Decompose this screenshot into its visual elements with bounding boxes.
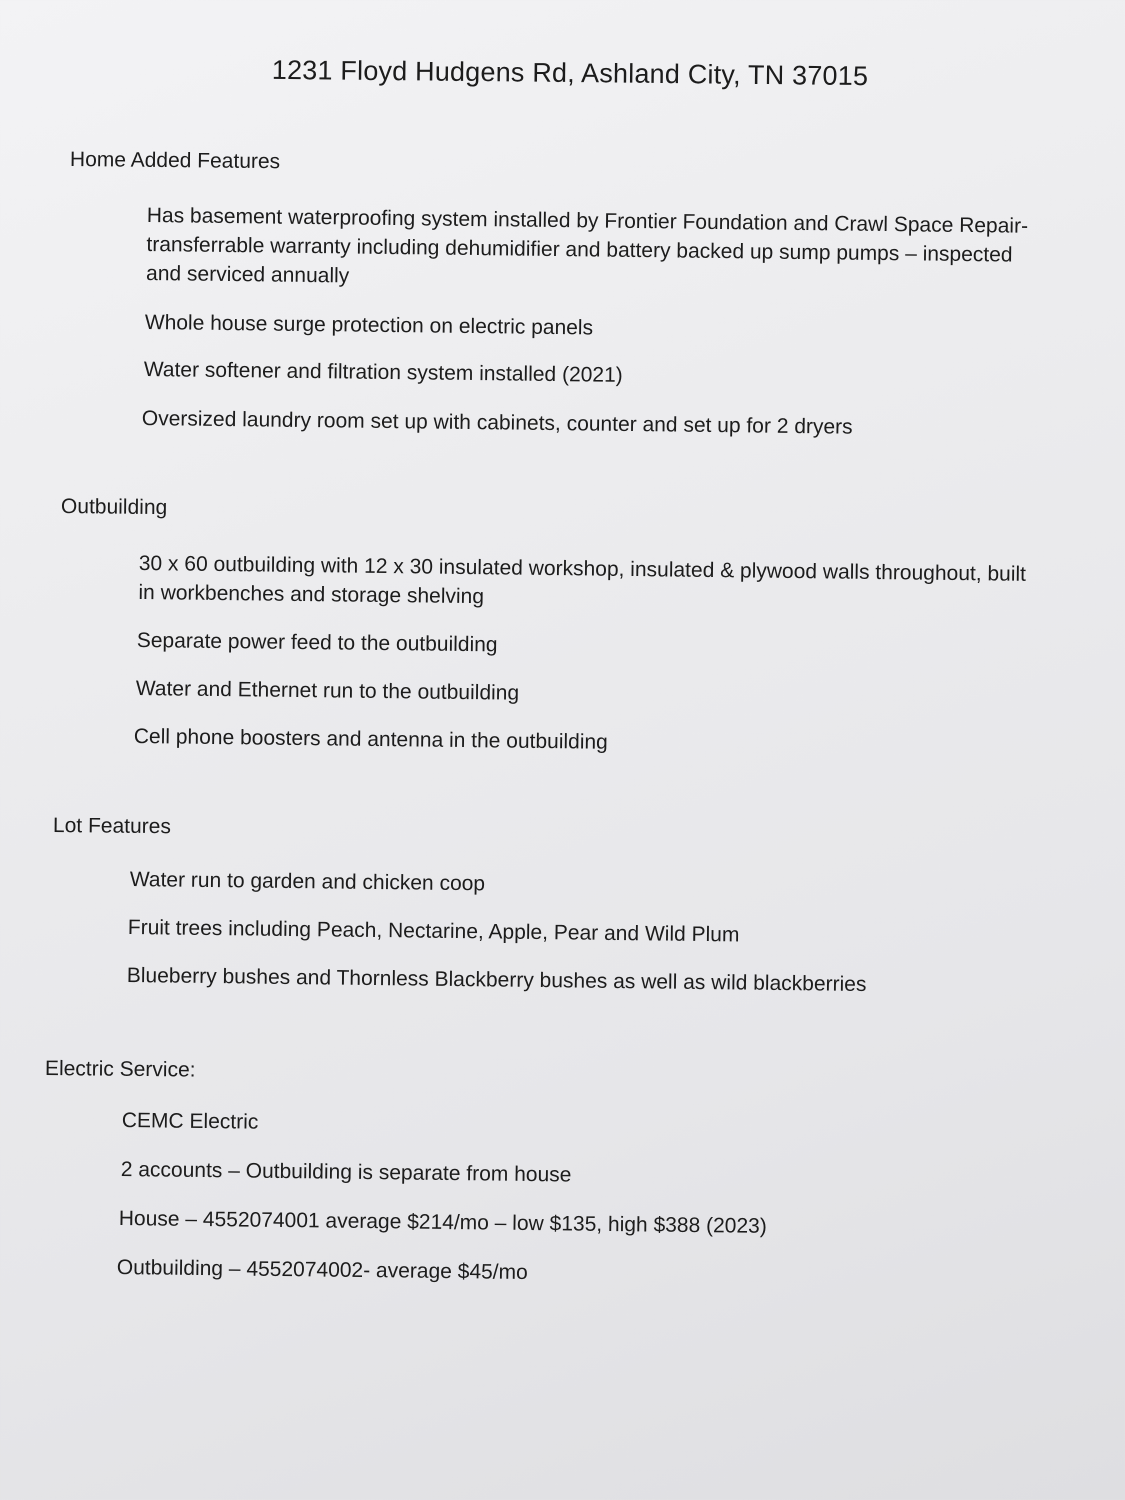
- list-item: 30 x 60 outbuilding with 12 x 30 insulated workshop, insulated & plywood walls throughout, built in workbenches and storage shelving: [138, 551, 1027, 609]
- section-heading-home-added-features: Home Added Features: [69, 148, 281, 174]
- section-heading-electric-service: Electric Service:: [44, 1057, 196, 1082]
- document-title: 1231 Floyd Hudgens Rd, Ashland City, TN 37015: [271, 54, 869, 92]
- list-item: Fruit trees including Peach, Nectarine, Apple, Pear and Wild Plum: [127, 915, 740, 947]
- list-item: House – 4552074001 average $214/mo – low $135, high $388 (2023): [118, 1206, 767, 1238]
- list-item: Water softener and filtration system installed (2021): [143, 357, 623, 387]
- list-item: Oversized laundry room set up with cabinets, counter and set up for 2 dryers: [141, 406, 853, 439]
- section-heading-lot-features: Lot Features: [52, 814, 172, 839]
- list-item: Outbuilding – 4552074002- average $45/mo: [116, 1255, 528, 1285]
- list-item: Has basement waterproofing system installed by Frontier Foundation and Crawl Space Repair- transferrable warranty including dehumidifier and battery backed up sump pumps – inspected and serviced annually: [145, 203, 1029, 288]
- list-item: Water run to garden and chicken coop: [129, 867, 486, 896]
- list-item: Cell phone boosters and antenna in the outbuilding: [133, 724, 608, 754]
- list-item: CEMC Electric: [121, 1108, 259, 1134]
- list-item: Whole house surge protection on electric panels: [144, 310, 594, 340]
- list-item: 2 accounts – Outbuilding is separate from house: [120, 1157, 572, 1187]
- list-item: Separate power feed to the outbuilding: [136, 628, 498, 657]
- section-heading-outbuilding: Outbuilding: [60, 495, 168, 520]
- list-item: Water and Ethernet run to the outbuilding: [135, 676, 520, 705]
- list-item: Blueberry bushes and Thornless Blackberry bushes as well as wild blackberries: [126, 963, 867, 997]
